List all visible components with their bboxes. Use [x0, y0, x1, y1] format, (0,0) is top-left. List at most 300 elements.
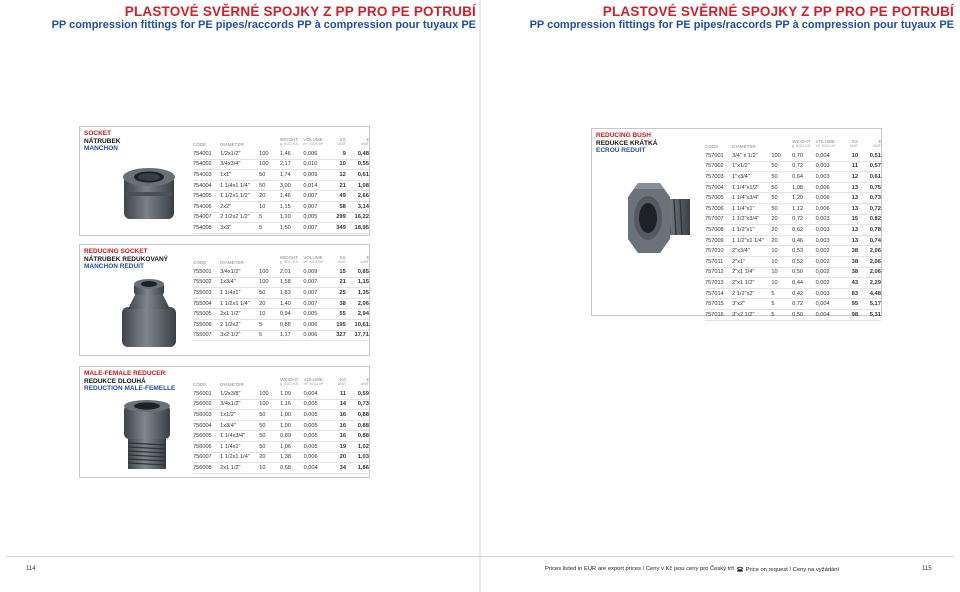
column-header	[193, 131, 220, 149]
weight-cell: 1,74	[280, 170, 303, 181]
diameter-cell: 1 1/2x1 1/4"	[220, 298, 259, 309]
product-code-cell: 755007	[193, 330, 220, 341]
unit-qty-cell: 299	[327, 212, 346, 223]
table-row	[705, 214, 881, 225]
price-cell: 16,22	[346, 212, 369, 223]
price-cell: 0,61	[346, 170, 369, 181]
package-qty-cell: 50	[259, 288, 280, 299]
package-qty-cell: 50	[771, 203, 792, 214]
socket-fitting-image	[114, 165, 184, 227]
product-code-cell: 755004	[193, 298, 220, 309]
spec-table	[705, 133, 881, 321]
price-cell: 0,73	[346, 399, 369, 410]
column-header-unit: UNIT	[337, 142, 346, 146]
package-qty-cell: 20	[259, 191, 280, 202]
column-header-unit: UNIT	[337, 382, 347, 386]
package-qty-cell: 20	[259, 452, 280, 463]
table-row	[193, 463, 369, 474]
volume-cell: 0,002	[816, 256, 840, 267]
volume-cell: 0,003	[816, 161, 840, 172]
column-header-unit: m³, KG/1 m³	[815, 144, 836, 148]
column-header-label: VOLUME	[303, 137, 323, 142]
page-header-right	[484, 4, 954, 32]
diameter-cell: 1x1"	[220, 170, 259, 181]
diameter-cell: 3x3"	[220, 223, 259, 234]
volume-cell: 0,003	[816, 235, 840, 246]
diameter-cell: 1 1/2"x3/4"	[732, 214, 771, 225]
weight-cell: 1,29	[792, 193, 815, 204]
diameter-cell: 2"x1 1/2"	[732, 278, 771, 289]
diameter-cell: 1x3/4"	[220, 420, 259, 431]
volume-cell: 0,003	[816, 172, 840, 183]
unit-qty-cell: 13	[839, 182, 858, 193]
column-header-label: CODE	[193, 142, 207, 147]
weight-cell: 1,08	[792, 182, 815, 193]
column-header	[816, 133, 840, 151]
package-qty-cell: 20	[259, 298, 280, 309]
product-code-cell: 756005	[193, 431, 220, 442]
column-header	[327, 249, 346, 267]
package-qty-cell: 50	[771, 193, 792, 204]
table-row	[193, 170, 369, 181]
column-header-label: WEIGHT	[279, 255, 299, 260]
product-code-cell: 757014	[705, 288, 732, 299]
product-code-cell: 756002	[193, 399, 220, 410]
table-header-row	[193, 249, 369, 267]
prices-note: Prices listed in EUR are export prices / Ceny v Kč jsou ceny pro Český trh	[545, 566, 735, 572]
volume-cell: 0,004	[304, 389, 328, 399]
diameter-cell: 1 1/4"x3/4"	[732, 193, 771, 204]
diameter-cell: 3/4x1/2"	[220, 399, 259, 410]
product-code-cell: 756001	[193, 389, 220, 399]
unit-qty-cell: 15	[839, 214, 858, 225]
package-qty-cell: 5	[771, 309, 792, 320]
weight-cell: 2,17	[280, 159, 303, 170]
column-header-label: VOLUME	[815, 139, 836, 144]
package-qty-cell: 100	[259, 149, 280, 159]
unit-qty-cell: 38	[327, 298, 346, 309]
product-code-cell: 756003	[193, 410, 220, 421]
diameter-cell: 1 1/2"x1 1/4"	[732, 235, 771, 246]
product-code-cell: 754006	[193, 201, 220, 212]
unit-qty-cell: 195	[327, 319, 346, 330]
unit-qty-cell: 16	[327, 420, 346, 431]
column-header-label: KS	[339, 137, 346, 142]
diameter-cell: 1/2x1/2"	[220, 149, 259, 159]
price-cell: 17,71	[346, 330, 369, 341]
volume-cell: 0,003	[816, 225, 840, 236]
product-code-cell: 757007	[705, 214, 732, 225]
column-header	[327, 371, 346, 389]
column-header	[839, 133, 858, 151]
price-cell: 0,51	[858, 151, 881, 161]
price-on-request-text: Price on request / Ceny na vyžádání	[745, 567, 840, 573]
product-code-cell: 757005	[705, 193, 732, 204]
volume-cell: 0,006	[303, 319, 327, 330]
price-cell: 2,06	[858, 267, 881, 278]
table-row	[705, 151, 881, 161]
volume-cell: 0,010	[303, 159, 327, 170]
volume-cell: 0,005	[304, 410, 328, 421]
volume-cell: 0,006	[816, 182, 840, 193]
price-cell: 2,06	[858, 256, 881, 267]
package-qty-cell: 50	[259, 180, 280, 191]
column-header-label: CODE	[193, 382, 207, 387]
spec-table	[193, 249, 369, 341]
phone-icon	[736, 566, 744, 572]
table-row	[193, 223, 369, 234]
volume-cell: 0,005	[303, 309, 327, 320]
column-header-label: WEIGHT	[280, 377, 299, 382]
diameter-cell: 1 1/4x1"	[220, 288, 259, 299]
price-cell: 2,06	[858, 246, 881, 257]
table-row	[193, 452, 369, 463]
header-title-en-fr: PP compression fittings for PE pipes/raccords PP à compression pour tuyaux PE	[529, 19, 954, 31]
weight-cell: 0,72	[792, 299, 815, 310]
product-code-cell: 757006	[705, 203, 732, 214]
table-row	[705, 182, 881, 193]
table-row	[193, 330, 369, 341]
unit-qty-cell: 12	[327, 170, 346, 181]
table-row	[193, 399, 369, 410]
table-row	[705, 172, 881, 183]
reducing-socket-fitting-image	[114, 277, 184, 351]
weight-cell: 1,58	[280, 277, 303, 288]
volume-cell: 0,007	[303, 191, 327, 202]
unit-qty-cell: 19	[327, 441, 346, 452]
table-row	[705, 309, 881, 320]
table-row	[193, 277, 369, 288]
weight-cell: 1,40	[280, 298, 303, 309]
package-qty-cell: 100	[259, 267, 280, 277]
volume-cell: 0,005	[304, 431, 328, 442]
product-code-cell: 757008	[705, 225, 732, 236]
product-code-cell: 757002	[705, 161, 732, 172]
diameter-cell: 1/2x3/8"	[220, 389, 259, 399]
weight-cell: 0,53	[792, 246, 815, 257]
column-header-unit: UNIT	[337, 260, 346, 264]
product-code-cell: 755006	[193, 319, 220, 330]
weight-cell: 1,38	[280, 452, 303, 463]
price-cell: 1,02	[346, 441, 369, 452]
column-header-unit: m³, KG/1 m³	[303, 260, 323, 264]
price-cell: 2,06	[346, 298, 369, 309]
volume-cell: 0,004	[816, 299, 840, 310]
section-name-cz: REDUKCE DLOUHÁ	[84, 377, 146, 385]
price-cell: 2,94	[346, 309, 369, 320]
weight-cell: 1,17	[280, 330, 303, 341]
product-code-cell: 755001	[193, 267, 220, 277]
diameter-cell: 2 1/2"x2"	[732, 288, 771, 299]
unit-qty-cell: 38	[839, 256, 858, 267]
package-qty-cell: 10	[771, 278, 792, 289]
product-code-cell: 757010	[705, 246, 732, 257]
price-cell: 0,61	[858, 172, 881, 183]
weight-cell: 1,50	[280, 223, 303, 234]
page-fold	[479, 0, 481, 592]
package-qty-cell: 10	[259, 463, 280, 474]
package-qty-cell: 50	[259, 410, 280, 421]
column-header	[280, 371, 303, 389]
weight-cell: 3,00	[280, 180, 303, 191]
weight-cell: 1,46	[280, 191, 303, 202]
volume-cell: 0,007	[303, 201, 327, 212]
weight-cell: 0,44	[792, 278, 815, 289]
diameter-cell: 1x1/2"	[220, 410, 259, 421]
volume-cell: 0,006	[303, 330, 327, 341]
price-cell: 10,61	[346, 319, 369, 330]
column-header	[346, 371, 369, 389]
unit-qty-cell: 349	[327, 223, 346, 234]
price-cell: 1,03	[346, 452, 369, 463]
package-qty-cell: 10	[771, 246, 792, 257]
product-code-cell: 757016	[705, 309, 732, 320]
unit-qty-cell: 10	[327, 159, 346, 170]
table-row	[705, 246, 881, 257]
reducing-socket-panel	[79, 244, 370, 356]
column-header-unit: m³, KG/1 m³	[303, 382, 324, 386]
section-title	[596, 132, 657, 155]
header-title-cz: PLASTOVÉ SVĚRNÉ SPOJKY Z PP PRO PE POTRUBÍ	[124, 4, 476, 19]
reducing-bush-image	[614, 177, 696, 259]
table-row	[193, 288, 369, 299]
unit-qty-cell: 58	[327, 201, 346, 212]
product-code-cell: 757003	[705, 172, 732, 183]
package-qty-cell: 5	[259, 212, 280, 223]
unit-qty-cell: 10	[839, 151, 858, 161]
volume-cell: 0,003	[816, 288, 840, 299]
column-header	[280, 131, 303, 149]
section-name-en: MALE-FEMALE REDUCER	[84, 370, 166, 377]
section-title	[84, 370, 175, 393]
weight-cell: 1,06	[280, 441, 303, 452]
diameter-cell: 1x3/4"	[220, 277, 259, 288]
volume-cell: 0,007	[303, 223, 327, 234]
product-code-cell: 754005	[193, 191, 220, 202]
section-name-cz: NÁTRUBEK	[84, 137, 121, 145]
column-header-label: KS	[339, 377, 347, 382]
package-qty-cell: 50	[771, 161, 792, 172]
price-cell: 1,86	[346, 463, 369, 474]
volume-cell: 0,004	[816, 309, 840, 320]
diameter-cell: 1 1/4x1 1/4"	[220, 180, 259, 191]
unit-qty-cell: 25	[327, 288, 346, 299]
price-cell: 0,55	[346, 159, 369, 170]
weight-cell: 0,88	[280, 319, 303, 330]
reducing-bush-panel	[591, 128, 882, 316]
column-header-unit: UNIT	[360, 260, 369, 264]
package-qty-cell: 20	[771, 225, 792, 236]
unit-qty-cell: 13	[839, 225, 858, 236]
package-qty-cell: 10	[259, 309, 280, 320]
price-cell: 0,75	[858, 182, 881, 193]
column-header-label: VOLUME	[303, 377, 323, 382]
package-qty-cell: 100	[259, 399, 280, 410]
column-header	[280, 249, 303, 267]
package-qty-cell: 100	[259, 389, 280, 399]
package-qty-cell: 10	[771, 256, 792, 267]
diameter-cell: 3/4" x 1/2"	[732, 151, 771, 161]
unit-qty-cell: 83	[839, 288, 858, 299]
weight-cell: 1,16	[280, 399, 303, 410]
diameter-cell: 1 1/2"x1"	[732, 225, 771, 236]
column-header	[303, 131, 327, 149]
page-number-left: 114	[26, 566, 36, 572]
price-cell: 1,15	[346, 277, 369, 288]
column-header	[259, 371, 280, 389]
table-row	[705, 288, 881, 299]
package-qty-cell: 5	[771, 299, 792, 310]
column-header-label: DIAMETER	[220, 382, 244, 387]
package-qty-cell: 5	[771, 288, 792, 299]
price-cell: 18,95	[346, 223, 369, 234]
column-header-label: VOLUME	[303, 255, 323, 260]
diameter-cell: 2 1/2x2"	[220, 319, 259, 330]
weight-cell: 1,83	[280, 288, 303, 299]
column-header-unit: g, KG/1 KS	[280, 382, 299, 386]
diameter-cell: 1"x1/2"	[732, 161, 771, 172]
table-row	[193, 212, 369, 223]
package-qty-cell: 100	[259, 277, 280, 288]
volume-cell: 0,002	[816, 278, 840, 289]
unit-qty-cell: 9	[327, 149, 346, 159]
price-cell: 2,66	[346, 191, 369, 202]
package-qty-cell: 50	[259, 420, 280, 431]
weight-cell: 1,46	[280, 149, 303, 159]
package-qty-cell: 20	[771, 235, 792, 246]
weight-cell: 2,01	[280, 267, 303, 277]
package-qty-cell: 5	[259, 223, 280, 234]
price-cell: 1,35	[346, 288, 369, 299]
male-female-reducer-image	[110, 397, 184, 473]
product-code-cell: 756007	[193, 452, 220, 463]
unit-qty-cell: 98	[839, 309, 858, 320]
table-row	[705, 225, 881, 236]
header-title-en-fr: PP compression fittings for PE pipes/raccords PP à compression pour tuyaux PE	[51, 19, 476, 31]
column-header-label: €	[366, 255, 369, 260]
section-name-fr: MANCHON	[84, 145, 118, 152]
package-qty-cell: 10	[771, 267, 792, 278]
package-qty-cell: 50	[259, 431, 280, 442]
price-cell: 5,31	[858, 309, 881, 320]
product-code-cell: 756006	[193, 441, 220, 452]
unit-qty-cell: 14	[327, 399, 346, 410]
diameter-cell: 1 1/4"x1/2"	[732, 182, 771, 193]
unit-qty-cell: 21	[327, 277, 346, 288]
unit-qty-cell: 55	[327, 309, 346, 320]
weight-cell: 0,62	[792, 225, 815, 236]
column-header	[858, 133, 881, 151]
column-header	[259, 131, 280, 149]
table-row	[705, 256, 881, 267]
package-qty-cell: 20	[771, 214, 792, 225]
product-code-cell: 757015	[705, 299, 732, 310]
weight-cell: 0,46	[792, 235, 815, 246]
column-header	[346, 131, 369, 149]
product-code-cell: 754007	[193, 212, 220, 223]
weight-cell: 1,00	[280, 420, 303, 431]
table-row	[705, 278, 881, 289]
weight-cell: 0,72	[792, 161, 815, 172]
product-code-cell: 755002	[193, 277, 220, 288]
diameter-cell: 3x2 1/2"	[220, 330, 259, 341]
column-header-label: WEIGHT	[279, 137, 299, 142]
price-cell: 5,17	[858, 299, 881, 310]
package-qty-cell: 5	[259, 330, 280, 341]
column-header-label: €	[366, 137, 369, 142]
product-code-cell: 757004	[705, 182, 732, 193]
product-code-cell: 754008	[193, 223, 220, 234]
weight-cell: 1,00	[280, 410, 303, 421]
socket-panel	[79, 126, 370, 236]
unit-qty-cell: 15	[327, 267, 346, 277]
column-header	[792, 133, 815, 151]
column-header	[220, 371, 259, 389]
volume-cell: 0,002	[816, 246, 840, 257]
package-qty-cell: 50	[771, 182, 792, 193]
product-code-cell: 757009	[705, 235, 732, 246]
volume-cell: 0,006	[303, 149, 327, 159]
weight-cell: 0,72	[792, 214, 815, 225]
column-header-label: €	[878, 139, 881, 144]
diameter-cell: 1 1/4"x1"	[732, 203, 771, 214]
table-row	[705, 235, 881, 246]
spec-table	[193, 131, 369, 234]
unit-qty-cell: 16	[327, 431, 346, 442]
product-code-cell: 754002	[193, 159, 220, 170]
volume-cell: 0,004	[816, 151, 840, 161]
page-number-right: 115	[922, 566, 932, 572]
volume-cell: 0,005	[304, 420, 328, 431]
table-row	[193, 201, 369, 212]
weight-cell: 0,94	[280, 309, 303, 320]
section-name-fr: ECROU REDUIT	[596, 147, 646, 154]
section-title	[84, 130, 120, 153]
product-code-cell: 757001	[705, 151, 732, 161]
product-code-cell: 757012	[705, 267, 732, 278]
column-header-label: DIAMETER	[220, 260, 244, 265]
volume-cell: 0,002	[816, 267, 840, 278]
section-name-fr: MANCHON REDUIT	[84, 263, 144, 270]
unit-qty-cell: 38	[839, 267, 858, 278]
column-header-unit: UNIT	[360, 382, 369, 386]
unit-qty-cell: 11	[327, 389, 346, 399]
volume-cell: 0,007	[303, 298, 327, 309]
section-name-cz: NÁTRUBEK REDUKOVANÝ	[84, 255, 169, 263]
package-qty-cell: 10	[259, 201, 280, 212]
unit-qty-cell: 20	[327, 452, 346, 463]
price-cell: 2,29	[858, 278, 881, 289]
weight-cell: 0,50	[792, 309, 815, 320]
volume-cell: 0,004	[304, 463, 328, 474]
diameter-cell: 1 1/2x1 1/2"	[220, 191, 259, 202]
table-row	[705, 299, 881, 310]
unit-qty-cell: 12	[839, 172, 858, 183]
diameter-cell: 2 1/2x2 1/2"	[220, 212, 259, 223]
product-code-cell: 755005	[193, 309, 220, 320]
package-qty-cell: 100	[259, 159, 280, 170]
price-cell: 1,08	[346, 180, 369, 191]
column-header-unit: UNIT	[849, 144, 859, 148]
unit-qty-cell: 327	[327, 330, 346, 341]
price-cell: 0,48	[346, 149, 369, 159]
table-row	[193, 441, 369, 452]
column-header	[259, 249, 280, 267]
table-row	[193, 389, 369, 399]
unit-qty-cell: 11	[839, 161, 858, 172]
table-row	[193, 298, 369, 309]
table-row	[193, 191, 369, 202]
